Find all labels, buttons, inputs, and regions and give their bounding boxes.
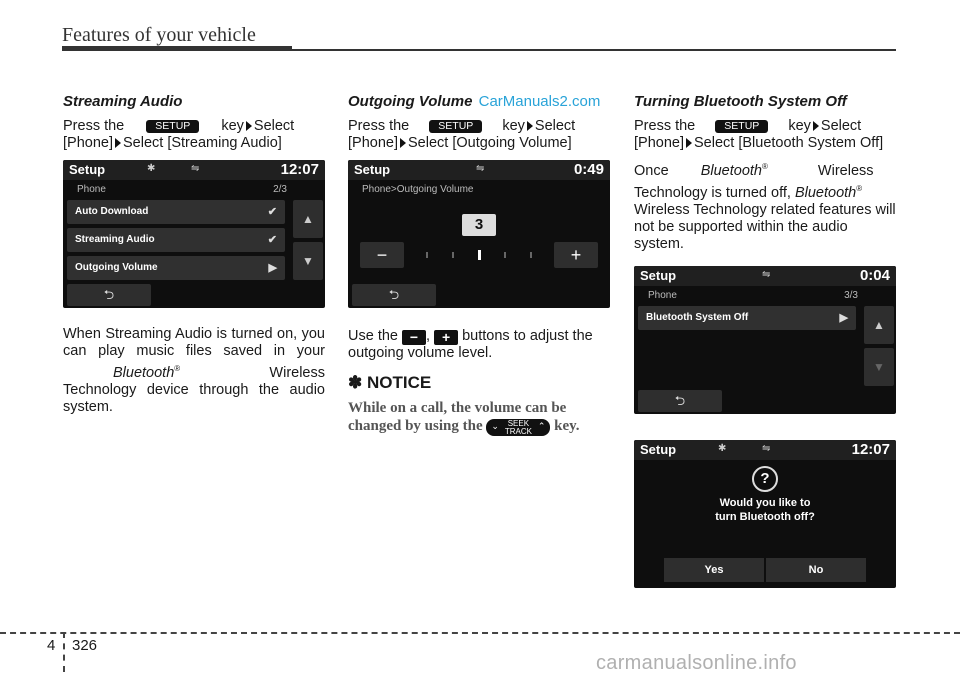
screen-subtitle: Phone [648, 290, 677, 301]
check-icon: ✔ [267, 234, 277, 246]
setup-key-icon: SETUP [429, 120, 482, 133]
instruction: Press the SETUP key Select [Phone] Select [Bluetooth System Off] [634, 118, 884, 151]
watermark-text: CarManuals2.com [478, 93, 601, 110]
screen-time: 0:04 [859, 267, 890, 284]
screen-page-indicator: 2/3 [273, 184, 287, 195]
volume-marker [478, 250, 481, 260]
streaming-description: When Streaming Audio is turned on, you can play music files saved in your Bluetooth® Wireless Technology device through the audio system. [63, 326, 325, 415]
scroll-down-button[interactable]: ▼ [293, 242, 323, 280]
screen-time: 0:49 [573, 161, 604, 178]
menu-item-bluetooth-system-off[interactable]: Bluetooth System Off ▶ [638, 306, 856, 330]
outgoing-description: Use the − , + buttons to adjust the outgoing volume level. ✽ NOTICE While on a call, the volume can be changed by using the ⌄ SEEK TRACK ⌃ key. [348, 328, 610, 436]
menu-item-auto-download[interactable]: Auto Download ✔ [67, 200, 285, 224]
screen-bluetooth-confirm [634, 440, 896, 588]
bluetooth-icon: ✱ [718, 443, 727, 454]
plus-key-icon: + [434, 330, 458, 345]
footer-vertical-divider [63, 632, 65, 672]
header-rule-thin [292, 49, 896, 51]
section-heading: Outgoing Volume CarManuals2.com [348, 93, 601, 110]
question-icon: ? [752, 466, 778, 492]
setup-key-icon: SETUP [146, 120, 199, 133]
back-button[interactable]: ⮌ [638, 390, 722, 412]
volume-scale [416, 252, 542, 258]
screen-outgoing-volume [348, 160, 610, 308]
menu-item-streaming-audio[interactable]: Streaming Audio ✔ [67, 228, 285, 252]
screen-subtitle: Phone [77, 184, 106, 195]
screen-bluetooth-menu [634, 266, 896, 414]
screen-title: Setup [640, 268, 677, 283]
menu-item-outgoing-volume[interactable]: Outgoing Volume ▶ [67, 256, 285, 280]
usb-icon: ⇋ [191, 163, 200, 174]
page-header-title: Features of your vehicle [62, 24, 256, 46]
volume-plus-button[interactable]: + [554, 242, 598, 268]
seek-track-key-icon: ⌄ SEEK TRACK ⌃ [486, 419, 550, 436]
screen-time: 12:07 [851, 441, 890, 458]
no-button[interactable]: No [766, 558, 866, 582]
dialog-message: Would you like to turn Bluetooth off? [715, 497, 815, 523]
usb-icon: ⇋ [762, 269, 771, 280]
chapter-number: 4 [47, 637, 56, 654]
section-streaming-audio [63, 92, 325, 158]
usb-icon: ⇋ [762, 443, 771, 454]
section-heading: Streaming Audio [63, 93, 183, 110]
bluetooth-icon: ✱ [147, 163, 156, 174]
instruction: Press the SETUP key Select [Phone] Select [Outgoing Volume] [348, 118, 576, 151]
arrow-right-icon: ▶ [839, 312, 848, 324]
section-bluetooth-off [634, 92, 896, 259]
bluetooth-off-description: Once Bluetooth® Wireless Technology is turned off, Bluetooth® Wireless Technology related features will not be supported within the audio system. [634, 162, 896, 252]
screen-subtitle: Phone>Outgoing Volume [362, 184, 474, 195]
minus-key-icon: − [402, 330, 426, 345]
scroll-up-button[interactable]: ▲ [293, 200, 323, 238]
page-number: 326 [72, 637, 98, 654]
section-outgoing-volume [348, 92, 610, 158]
arrow-right-icon [527, 121, 533, 131]
yes-button[interactable]: Yes [664, 558, 764, 582]
volume-level-display: 3 [462, 214, 496, 236]
back-button[interactable]: ⮌ [67, 284, 151, 306]
arrow-right-icon [813, 121, 819, 131]
header-rule-thick [62, 46, 292, 51]
arrow-right-icon [246, 121, 252, 131]
screen-page-indicator: 3/3 [844, 290, 858, 301]
scroll-up-button[interactable]: ▲ [864, 306, 894, 344]
setup-key-icon: SETUP [715, 120, 768, 133]
back-button[interactable]: ⮌ [352, 284, 436, 306]
notice-title: ✽ NOTICE [348, 373, 432, 392]
screen-title: Setup [354, 162, 391, 177]
screen-time: 12:07 [280, 161, 319, 178]
footer-watermark: carmanualsonline.info [596, 652, 797, 674]
volume-minus-button[interactable]: − [360, 242, 404, 268]
usb-icon: ⇋ [476, 163, 485, 174]
footer-divider [0, 632, 960, 634]
arrow-right-icon [115, 138, 121, 148]
scroll-down-button[interactable]: ▼ [864, 348, 894, 386]
arrow-right-icon [686, 138, 692, 148]
screen-streaming-audio [63, 160, 325, 308]
arrow-right-icon [400, 138, 406, 148]
instruction: Press the SETUP key Select [Phone] Select [Streaming Audio] [63, 118, 295, 151]
notice-body: While on a call, the volume can be changed by using the ⌄ SEEK TRACK ⌃ key. [348, 400, 580, 436]
screen-title: Setup [69, 162, 106, 177]
screen-title: Setup [640, 442, 677, 457]
section-heading: Turning Bluetooth System Off [634, 93, 847, 110]
arrow-right-icon: ▶ [268, 262, 277, 274]
check-icon: ✔ [267, 206, 277, 218]
